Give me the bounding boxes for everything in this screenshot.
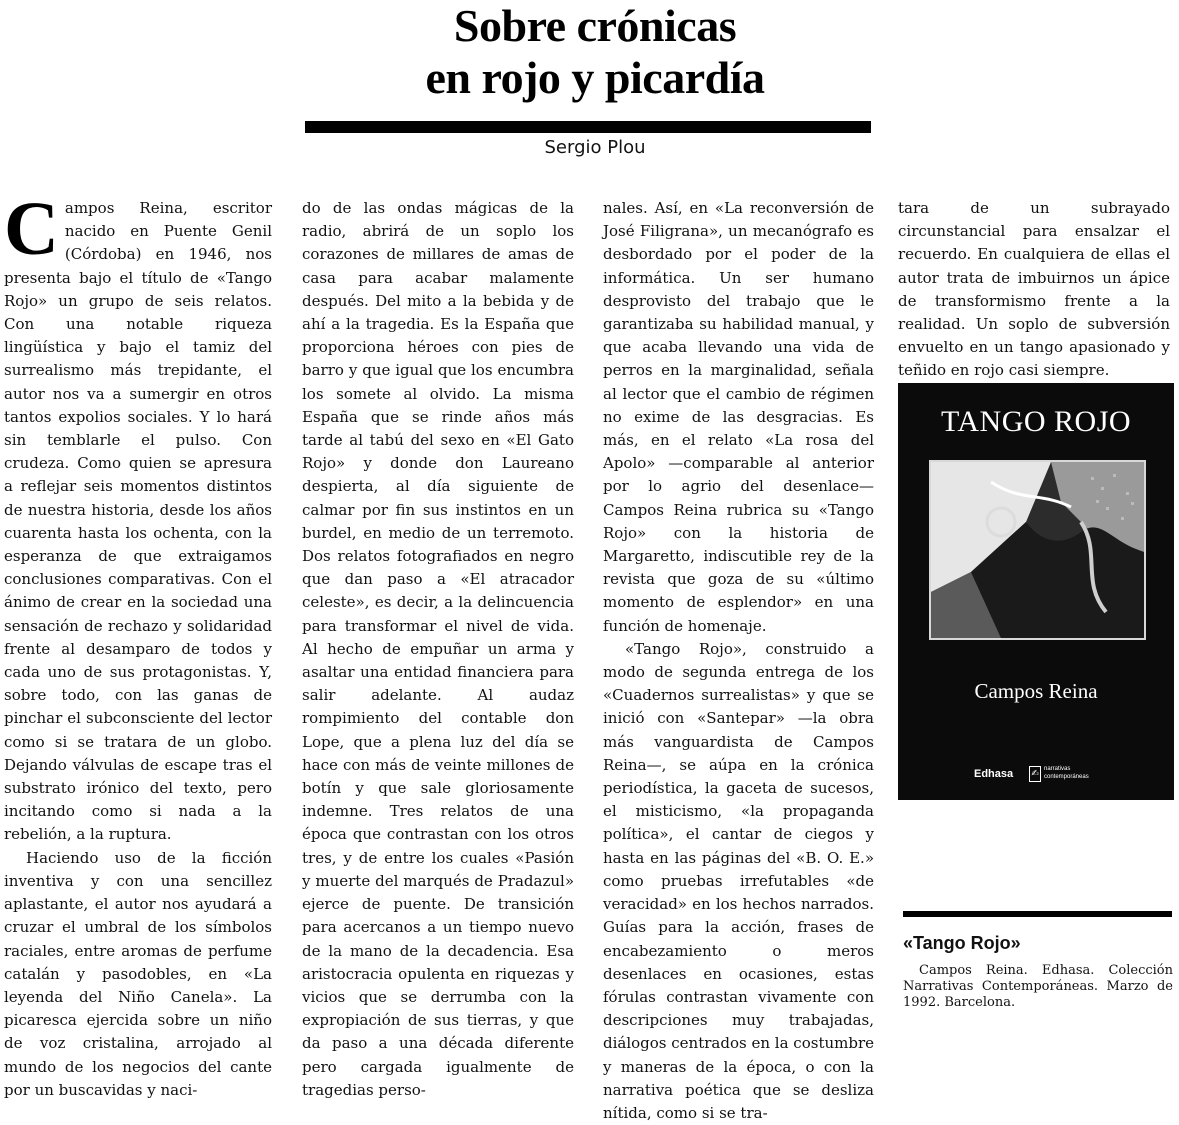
- article-paragraph: Haciendo uso de la ficción inventiva y con una sencillez aplastante, el autor nos ayudará a cruzar el umbral de los símbolos raciales, entre aromas de perfume catalán y pasodobles, en «La leyenda del Niño Canela». La picaresca ejercida sobre un niño de voz cristalina, arrojado al mundo de los negocios del cante por un buscavidas y naci-: [4, 848, 272, 1099]
- cover-publisher: Edhasa: [974, 768, 1014, 780]
- info-box-title: «Tango Rojo»: [903, 933, 1021, 953]
- book-cover-image: [898, 383, 1174, 800]
- cover-artwork: [929, 460, 1146, 640]
- article-paragraph: «Tango Rojo», construido a modo de segunda entrega de los «Cuadernos surrealistas» y que se inició con «Santepar» —la obra más vanguardista de Campos Reina—, se aúpa en la crónica periodística, la gaceta de sucesos, el misticismo, «la propaganda política», el cantar de ciegos y hasta en las páginas del «B. O. E.» como pruebas irrefutables «de veracidad» en los hechos narrados. Guías para la acción, frases de encabezamiento o meros desenlaces en ocasiones, estas fórulas contrastan vivamente con descripciones muy trabajadas, diálogos centrados en la costumbre y maneras de la época, o con la narrativa poética que se desliza nítida, como si se tra-: [603, 639, 874, 1122]
- publisher-logo-icon: ✍: [1029, 766, 1041, 782]
- headline-line-1: Sobre crónicas: [453, 0, 737, 51]
- cover-title: TANGO ROJO: [940, 405, 1132, 438]
- byline: Sergio Plou: [544, 137, 646, 158]
- drop-cap: C: [4, 187, 59, 271]
- headline-line-2: en rojo y picardía: [425, 52, 765, 103]
- article-column-3: [603, 197, 874, 1125]
- article-paragraph: tara de un subrayado circunstancial para ensalzar el recuerdo. En cualquiera de ellas el autor trata de imbuirnos un ápice de transformismo frente a la realidad. Un soplo de subversión envuelto en un tango apasionado y teñido en rojo casi siempre.: [898, 199, 1170, 380]
- info-box-details: Campos Reina. Edhasa. Colección Narrativas Contemporáneas. Marzo de 1992. Barcelona.: [903, 963, 1173, 1010]
- article-paragraph: nales. Así, en «La reconversión de José Filigrana», un mecanógrafo es desbordado por el poder de la informática. Un ser humano desprovisto del trabajo que le garantizaba su habilidad manual, y que acaba llevando una vida de perros en la marginalidad, señala al lector que el cambio de régimen no exime de las desgracias. Es más, en el relato «La rosa del Apolo» —comparable al anterior por lo agrio del desenlace— Campos Reina rubrica su «Tango Rojo» con la historia de Margaretto, indiscutible rey de la revista que goza de su «último momento de esplendor» en una función de homenaje.: [603, 199, 874, 635]
- article-column-4: [898, 197, 1170, 383]
- article-column-1: [4, 187, 272, 1102]
- paragraph-text: ampos Reina, escritor nacido en Puente Genil (Córdoba) en 1946, nos presenta bajo el título de «Tango Rojo» un grupo de seis relatos. Con una notable riqueza lingüística y bajo el tamiz del surrealismo más trepidante, el autor nos va a sumergir en otros tantos expolios sociales. Y lo hará sin temblarle el pulso. Con crudeza. Como quien se apresura a reflejar seis momentos distintos de nuestra historia, desde los años cuarenta hasta los ochenta, con la esperanza de que extraigamos conclusiones comparativas. Con el ánimo de crear en la sociedad una sensación de rechazo y solidaridad frente al desamparo de todos y cada uno de sus protagonistas. Y, sobre todo, con las ganas de pinchar el subconsciente del lector como si se tratara de un globo. Dejando válvulas de escape tras el substrato irónico del texto, pero incitando como si nada a la rebelión, a la ruptura.: [4, 199, 272, 844]
- info-box-rule: [903, 911, 1172, 917]
- headline-rule: [305, 121, 871, 133]
- article-paragraph: do de las ondas mágicas de la radio, abrirá de un soplo los corazones de millares de amas de casa para acabar malamente después. Del mito a la bebida y de ahí a la tragedia. Es la España que proporciona héroes con pies de barro y que igual que los encumbra los somete al olvido. La misma España que se rinde años más tarde al tabú del sexo en «El Gato Rojo» y donde don Laureano despierta, al día siguiente de calmar por fin sus instintos en un burdel, en medio de un terremoto. Dos relatos fotografiados en negro que dan paso a «El atracador celeste», es decir, a la delincuencia para transformar el nivel de vida. Al hecho de empuñar un arma y asaltar una entidad financiera para salir adelante. Al audaz rompimiento del contable don Lope, que a plena luz del día se hace con más de veinte millones de botín y que sale gloriosamente indemne. Tres relatos de una época que contrastan con los otros tres, y de entre los cuales «Pasión y muerte del marqués de Pradazul» ejerce de puente. De transición para acercanos a un tiempo nuevo de la mano de la decadencia. Esa aristocracia opulenta en riquezas y vicios que se derrumba con la expropiación de sus tierras, y que da paso a una década diferente pero cargada igualmente de tragedias perso-: [302, 199, 574, 1099]
- article-column-2: [302, 197, 574, 1102]
- article-paragraph: [4, 187, 272, 847]
- cover-author: Campos Reina: [974, 679, 1098, 703]
- cover-artwork-graphic: [931, 462, 1144, 638]
- cover-collection: narrativas contemporáneas: [1044, 766, 1089, 780]
- headline: [300, 0, 890, 104]
